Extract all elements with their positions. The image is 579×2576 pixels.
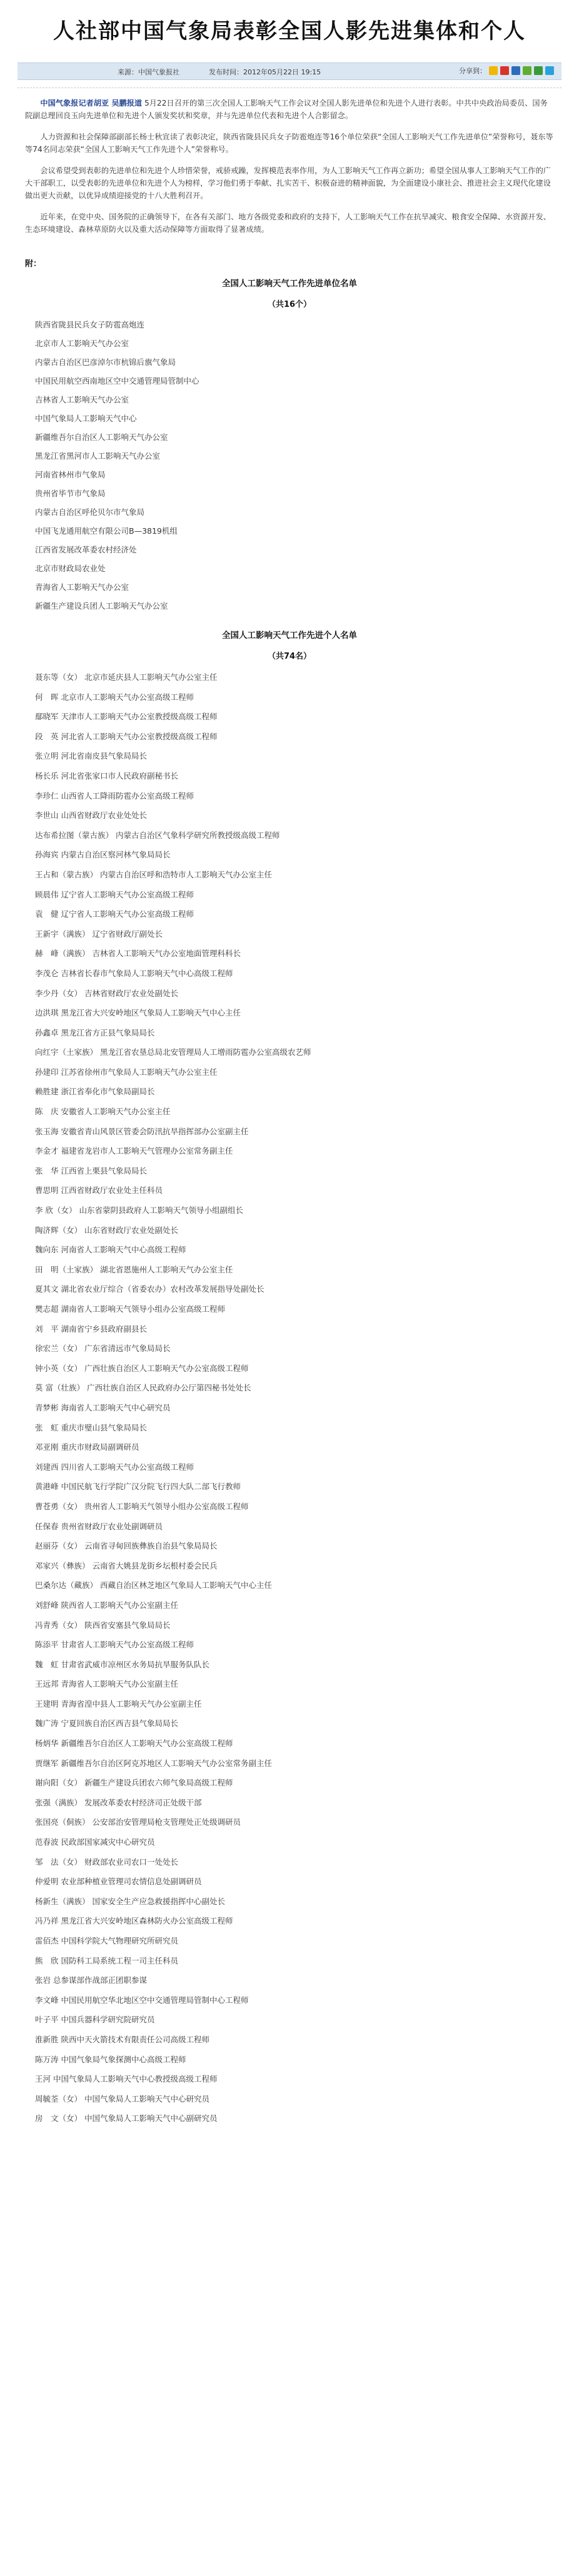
unit-list-item: 内蒙古自治区巴彦淖尔市杭锦后旗气象局 xyxy=(35,357,176,367)
person-list-item: 赫 峰（满族） 吉林省人工影响天气办公室地面管理科科长 xyxy=(35,949,241,959)
person-list-item: 周毓荃（女） 中国气象局人工影响天气中心研究员 xyxy=(35,2094,209,2104)
unit-list-item: 江西省发展改革委农村经济处 xyxy=(35,545,137,554)
unit-list-item: 新疆维吾尔自治区人工影响天气办公室 xyxy=(35,432,168,442)
person-list-item: 王河 中国气象局人工影响天气中心教授级高级工程师 xyxy=(35,2074,218,2084)
units-list xyxy=(35,316,579,616)
person-list-item: 魏 虹 甘肃省武威市凉州区水务局抗旱服务队队长 xyxy=(35,1659,209,1669)
person-list-item: 刘 平 湖南省宁乡县政府副县长 xyxy=(35,1324,147,1334)
person-list-item: 杨长乐 河北省张家口市人民政府副秘书长 xyxy=(35,771,178,781)
appendix-label: 附： xyxy=(25,259,42,269)
persons-count: （共74名） xyxy=(267,652,312,661)
person-list-item: 陈万涛 中国气象局气象探测中心高级工程师 xyxy=(35,2054,186,2064)
person-list-item: 孙海宾 内蒙古自治区察河林气象局局长 xyxy=(35,850,171,860)
person-list-item: 王建明 青海省湟中县人工影响天气办公室副主任 xyxy=(35,1699,202,1709)
person-list-item: 叶子平 中国兵器科学研究院研究员 xyxy=(35,2015,155,2025)
person-list-item: 巴桑尔达（藏族） 西藏自治区林芝地区气象局人工影响天气中心主任 xyxy=(35,1580,272,1590)
person-list-item: 冯青秀（女） 陕西省安塞县气象局局长 xyxy=(35,1620,171,1630)
paragraph-text: 近年来，在党中央、国务院的正确领导下，在各有关部门、地方各级党委和政府的支持下，人工影响天气工作在抗旱减灾、粮食安全保障、水资源开发、生态环境建设、森林草原防火以及重大活动保障等方面取得了显著成绩。 xyxy=(25,212,551,234)
person-list-item: 任保春 贵州省财政厅农业处副调研员 xyxy=(35,1521,163,1531)
person-list-item: 王远邦 青海省人工影响天气办公室副主任 xyxy=(35,1679,178,1689)
person-list-item: 青梦彬 海南省人工影响天气中心研究员 xyxy=(35,1402,171,1412)
unit-list-item: 中国民用航空西南地区空中交通管理局管制中心 xyxy=(35,376,199,386)
person-list-item: 李金才 福建省龙岩市人工影响天气管理办公室常务副主任 xyxy=(35,1146,233,1156)
person-list-item: 顾晨伟 辽宁省人工影响天气办公室高级工程师 xyxy=(35,889,194,899)
persons-list xyxy=(35,667,579,2129)
unit-list-item: 中国气象局人工影响天气中心 xyxy=(35,414,137,423)
paragraph xyxy=(25,97,554,122)
person-list-item: 向红宇（土家族） 黑龙江省农垦总局北安管理局人工增雨防雹办公室高级农艺师 xyxy=(35,1047,311,1057)
share-bar xyxy=(459,66,554,76)
divider xyxy=(18,87,561,88)
person-list-item: 刘舒峰 陕西省人工影响天气办公室副主任 xyxy=(35,1600,178,1610)
persons-list-title: 全国人工影响天气工作先进个人名单 xyxy=(222,631,357,641)
person-list-item: 袁 健 辽宁省人工影响天气办公室高级工程师 xyxy=(35,909,194,919)
person-list-item: 陈 庆 安徽省人工影响天气办公室主任 xyxy=(35,1107,171,1117)
person-list-item: 王占和（蒙古族） 内蒙古自治区呼和浩特市人工影响天气办公室主任 xyxy=(35,869,272,879)
person-list-item: 邓家兴（彝族） 云南省大姚县龙街乡坛根村委会民兵 xyxy=(35,1560,218,1570)
person-list-item: 张玉海 安徽省青山风景区管委会防汛抗旱指挥部办公室副主任 xyxy=(35,1126,249,1136)
tweibo-icon[interactable] xyxy=(545,66,554,75)
person-list-item: 张立明 河北省南皮县气象局局长 xyxy=(35,751,147,761)
person-list-item: 莫 富（壮族） 广西壮族自治区人民政府办公厅第四秘书处处长 xyxy=(35,1383,251,1393)
person-list-item: 聂东等（女） 北京市延庆县人工影响天气办公室主任 xyxy=(35,672,218,682)
units-list-title: 全国人工影响天气工作先进单位名单 xyxy=(222,279,357,289)
person-list-item: 李珍仁 山西省人工降雨防雹办公室高级工程师 xyxy=(35,791,194,801)
person-list-item: 何 晖 北京市人工影响天气办公室高级工程师 xyxy=(35,692,194,702)
person-list-item: 段 英 河北省人工影响天气办公室教授级高级工程师 xyxy=(35,731,218,741)
person-list-item: 邓亚刚 重庆市财政局副调研员 xyxy=(35,1442,139,1452)
person-list-item: 边洪琪 黑龙江省大兴安岭地区气象局人工影响天气中心主任 xyxy=(35,1008,241,1018)
person-list-item: 邹 法（女） 财政部农业司农口一处处长 xyxy=(35,1857,178,1867)
person-list-item: 陶济辉（女） 山东省财政厅农业处副处长 xyxy=(35,1225,178,1235)
person-list-item: 张岩 总参谋部作战部正团职参谋 xyxy=(35,1975,147,1985)
unit-list-item: 陕西省陇县民兵女子防雹高炮连 xyxy=(35,320,145,329)
person-list-item: 赖胜建 浙江省奉化市气象局副局长 xyxy=(35,1087,155,1097)
share-label: 分享到： xyxy=(459,67,486,75)
article-body xyxy=(0,97,579,236)
person-list-item: 樊志超 湖南省人工影响天气领导小组办公室高级工程师 xyxy=(35,1304,225,1314)
person-list-item: 李 欣（女） 山东省蒙阴县政府人工影响天气领导小组副组长 xyxy=(35,1206,243,1216)
person-list-item: 鄢晓军 天津市人工影响天气办公室教授级高级工程师 xyxy=(35,712,218,722)
person-list-item: 孙建印 江苏省徐州市气象局人工影响天气办公室主任 xyxy=(35,1067,218,1077)
person-list-item: 张国亮（侗族） 公安部治安管理局枪支管理处正处级调研员 xyxy=(35,1817,241,1827)
paragraph-text: 会议希望受到表彰的先进单位和先进个人珍惜荣誉，戒骄戒躁，发挥模范表率作用，为人工影响天气工作再立新功；希望全国从事人工影响天气工作的广大干部职工，以受表彰的先进单位和先进个人为榜样，学习他们勇于奉献、扎实苦干、积极奋进的精神面貌，为全面建设小康社会、推进社会主义现代化建设做出更大贡献，以优异成绩迎接党的十八大胜利召开。 xyxy=(25,166,551,200)
unit-list-item: 内蒙古自治区呼伦贝尔市气象局 xyxy=(35,507,145,517)
paragraph xyxy=(25,131,554,156)
person-list-item: 曹苍勇（女） 贵州省人工影响天气领导小组办公室高级工程师 xyxy=(35,1501,249,1511)
person-list-item: 王新宇（满族） 辽宁省财政厅副处长 xyxy=(35,929,163,939)
person-list-item: 雷佰杰 中国科学院大气物理研究所研究员 xyxy=(35,1936,178,1945)
source-label: 来源：中国气象报社 xyxy=(118,68,179,76)
unit-list-item: 黑龙江省黑河市人工影响天气办公室 xyxy=(35,451,161,461)
person-list-item: 孙鑫卓 黑龙江省方正县气象局局长 xyxy=(35,1027,155,1037)
person-list-item: 李世山 山西省财政厅农业处处长 xyxy=(35,811,147,821)
unit-list-item: 中国飞龙通用航空有限公司B—3819机组 xyxy=(35,526,178,536)
unit-list-item: 北京市人工影响天气办公室 xyxy=(35,339,129,348)
person-list-item: 达布希拉图（蒙古族） 内蒙古自治区气象科学研究所教授级高级工程师 xyxy=(35,830,280,840)
person-list-item: 李文峰 中国民用航空华北地区空中交通管理局管制中心工程师 xyxy=(35,1995,249,2005)
paragraph-text: 人力资源和社会保障部副部长杨士秋宣读了表彰决定，陕西省陇县民兵女子防雹炮连等16个单位荣获“全国人工影响天气工作先进单位”荣誉称号，聂东等等74名同志荣获“全国人工影响天气工作先进个人”荣誉称号。 xyxy=(25,132,553,154)
unit-list-item: 吉林省人工影响天气办公室 xyxy=(35,395,129,404)
unit-list-item: 新疆生产建设兵团人工影响天气办公室 xyxy=(35,601,168,611)
kaixin-icon[interactable] xyxy=(523,66,531,75)
qzone-icon[interactable] xyxy=(489,66,498,75)
person-list-item: 陈添平 甘肃省人工影响天气办公室高级工程师 xyxy=(35,1640,194,1650)
meta-bar xyxy=(18,62,561,80)
person-list-item: 杨新生（满族） 国家安全生产应急救援指挥中心副处长 xyxy=(35,1896,225,1906)
publish-time: 发布时间：2012年05月22日 19:15 xyxy=(209,68,321,76)
person-list-item: 魏广涛 宁夏回族自治区西吉县气象局局长 xyxy=(35,1719,178,1729)
person-list-item: 杨炳华 新疆维吾尔自治区人工影响天气办公室高级工程师 xyxy=(35,1739,233,1749)
person-list-item: 李少丹（女） 吉林省财政厅农业处副处长 xyxy=(35,988,178,998)
unit-list-item: 河南省林州市气象局 xyxy=(35,470,106,479)
person-list-item: 钟小英（女） 广西壮族自治区人工影响天气办公室高级工程师 xyxy=(35,1363,249,1373)
person-list-item: 曹思明 江西省财政厅农业处主任科员 xyxy=(35,1186,163,1196)
douban-icon[interactable] xyxy=(534,66,543,75)
person-list-item: 徐宏兰（女） 广东省清远市气象局局长 xyxy=(35,1344,171,1354)
person-list-item: 范春波 民政部国家减灾中心研究员 xyxy=(35,1837,155,1847)
reporter-byline: 中国气象报记者胡亚 吴鹏报道 xyxy=(40,99,143,107)
person-list-item: 田 明（土家族） 湖北省恩施州人工影响天气办公室主任 xyxy=(35,1264,233,1274)
paragraph xyxy=(25,164,554,202)
person-list-item: 张 华 江西省上栗县气象局局长 xyxy=(35,1166,147,1176)
unit-list-item: 贵州省毕节市气象局 xyxy=(35,489,106,498)
person-list-item: 李茂仑 吉林省长春市气象局人工影响天气中心高级工程师 xyxy=(35,968,233,978)
renren-icon[interactable] xyxy=(511,66,520,75)
person-list-item: 淮新胜 陕西中天火箭技术有限责任公司高级工程师 xyxy=(35,2034,209,2044)
paragraph xyxy=(25,211,554,236)
person-list-item: 魏向东 河南省人工影响天气中心高级工程师 xyxy=(35,1245,186,1255)
article-title: 人社部中国气象局表彰全国人影先进集体和个人 xyxy=(53,19,526,44)
person-list-item: 冯乃祥 黑龙江省大兴安岭地区森林防火办公室高级工程师 xyxy=(35,1916,233,1926)
person-list-item: 赵丽芬（女） 云南省寻甸回族彝族自治县气象局局长 xyxy=(35,1541,218,1551)
person-list-item: 房 文（女） 中国气象局人工影响天气中心副研究员 xyxy=(35,2114,218,2124)
person-list-item: 谢向阳（女） 新疆生产建设兵团农六师气象局高级工程师 xyxy=(35,1778,233,1788)
person-list-item: 刘建西 四川省人工影响天气办公室高级工程师 xyxy=(35,1462,194,1472)
person-list-item: 张 虹 重庆市璧山县气象局局长 xyxy=(35,1422,147,1432)
weibo-icon[interactable] xyxy=(500,66,509,75)
person-list-item: 夏其文 湖北省农业厅综合（省委农办）农村改革发展指导处副处长 xyxy=(35,1284,264,1294)
person-list-item: 黄港峰 中国民航飞行学院广汉分院飞行四大队二部飞行教师 xyxy=(35,1482,241,1492)
person-list-item: 贾继军 新疆维吾尔自治区阿克苏地区人工影响天气办公室常务副主任 xyxy=(35,1758,272,1768)
person-list-item: 仲爱明 农业部种植业管理司农情信息处副调研员 xyxy=(35,1877,202,1887)
person-list-item: 熊 欣 国防科工局系统工程一司主任科员 xyxy=(35,1955,178,1965)
person-list-item: 张强（满族） 发展改革委农村经济司正处级干部 xyxy=(35,1797,202,1807)
unit-list-item: 北京市财政局农业处 xyxy=(35,564,106,573)
paragraph-text: 5月22日召开的第三次全国人工影响天气工作会议对全国人影先进单位和先进个人进行表彰。中共中央政治局委员、国务院副总理回良玉向先进单位和先进个人颁发奖状和奖章，并与先进单位代表和先进个人合影留念。 xyxy=(25,99,548,120)
units-count: （共16个） xyxy=(267,300,312,309)
unit-list-item: 青海省人工影响天气办公室 xyxy=(35,582,129,592)
